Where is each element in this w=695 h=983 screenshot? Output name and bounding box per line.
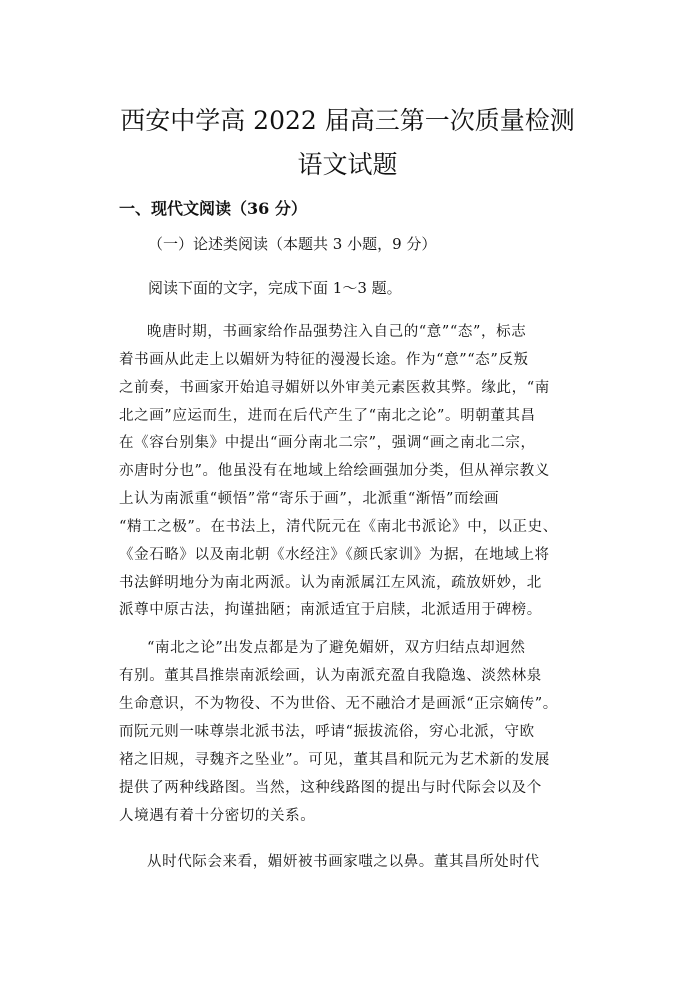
paragraph-line: 北之画”应运而生，进而在后代产生了“南北之论”。明朝董其昌 — [119, 408, 536, 424]
paragraph-line: 而阮元则一味尊崇北派书法，呼请“振拔流俗，穷心北派，守欧 — [119, 724, 535, 740]
exam-subtitle: 语文试题 — [297, 150, 398, 179]
paragraph-line: 晚唐时期，书画家给作品强势注入自己的“意”“态”，标志 — [147, 324, 527, 340]
exam-title: 西安中学高 2022 届高三第一次质量检测 — [120, 106, 575, 135]
paragraph-line: 有别。董其昌推崇南派绘画，认为南派充盈自我隐逸、淡然林泉 — [119, 668, 542, 684]
paragraph-line: 着书画从此走上以媚妍为特征的漫漫长途。作为“意”“态”反叛 — [119, 352, 529, 368]
paragraph-line: 书法鲜明地分为南北两派。认为南派属江左风流，疏放妍妙，北 — [119, 575, 542, 591]
paragraph-line: 在《容台别集》中提出“画分南北二宗”，强调“画之南北二宗， — [119, 435, 536, 451]
reading-instruction: 阅读下面的文字，完成下面 1～3 题。 — [148, 279, 402, 297]
paragraph-line: 上认为南派重“顿悟”常“寄乐于画”，北派重“渐悟”而绘画 — [119, 491, 500, 507]
paragraph-line: 从时代际会来看，媚妍被书画家嗤之以鼻。董其昌所处时代 — [147, 854, 540, 870]
paragraph-line: “南北之论”出发点都是为了避免媚妍，双方归结点却迥然 — [147, 640, 526, 656]
paragraph-line: 亦唐时分也”。他虽没有在地域上给绘画强加分类，但从禅宗教义 — [119, 463, 550, 479]
paragraph-line: 人境遇有着十分密切的关系。 — [119, 808, 316, 824]
paragraph-line: “精工之极”。在书法上，清代阮元在《南北书派论》中，以正史、 — [119, 519, 558, 535]
paragraph-line: 提供了两种线路图。当然，这种线路图的提出与时代际会以及个 — [119, 780, 542, 796]
paragraph-line: 生命意识，不为物役、不为世俗、无不融洽才是画派“正宗嫡传”。 — [119, 696, 558, 712]
paragraph-line: 褚之旧规，寻魏齐之坠业”。可见，董其昌和阮元为艺术新的发展 — [119, 752, 550, 768]
paragraph-line: 《金石略》以及南北朝《水经注》《颜氏家训》为据，在地域上将 — [119, 547, 550, 563]
subsection-heading: （一）论述类阅读（本题共 3 小题，9 分） — [148, 235, 437, 253]
paragraph-line: 派尊中原古法，拘谨拙陋；南派适宜于启牍，北派适用于碑榜。 — [119, 602, 542, 618]
section-heading: 一、现代文阅读（36 分） — [119, 199, 307, 218]
paragraph-line: 之前奏，书画家开始追寻媚妍以外审美元素医救其弊。缘此，“南 — [119, 380, 550, 396]
